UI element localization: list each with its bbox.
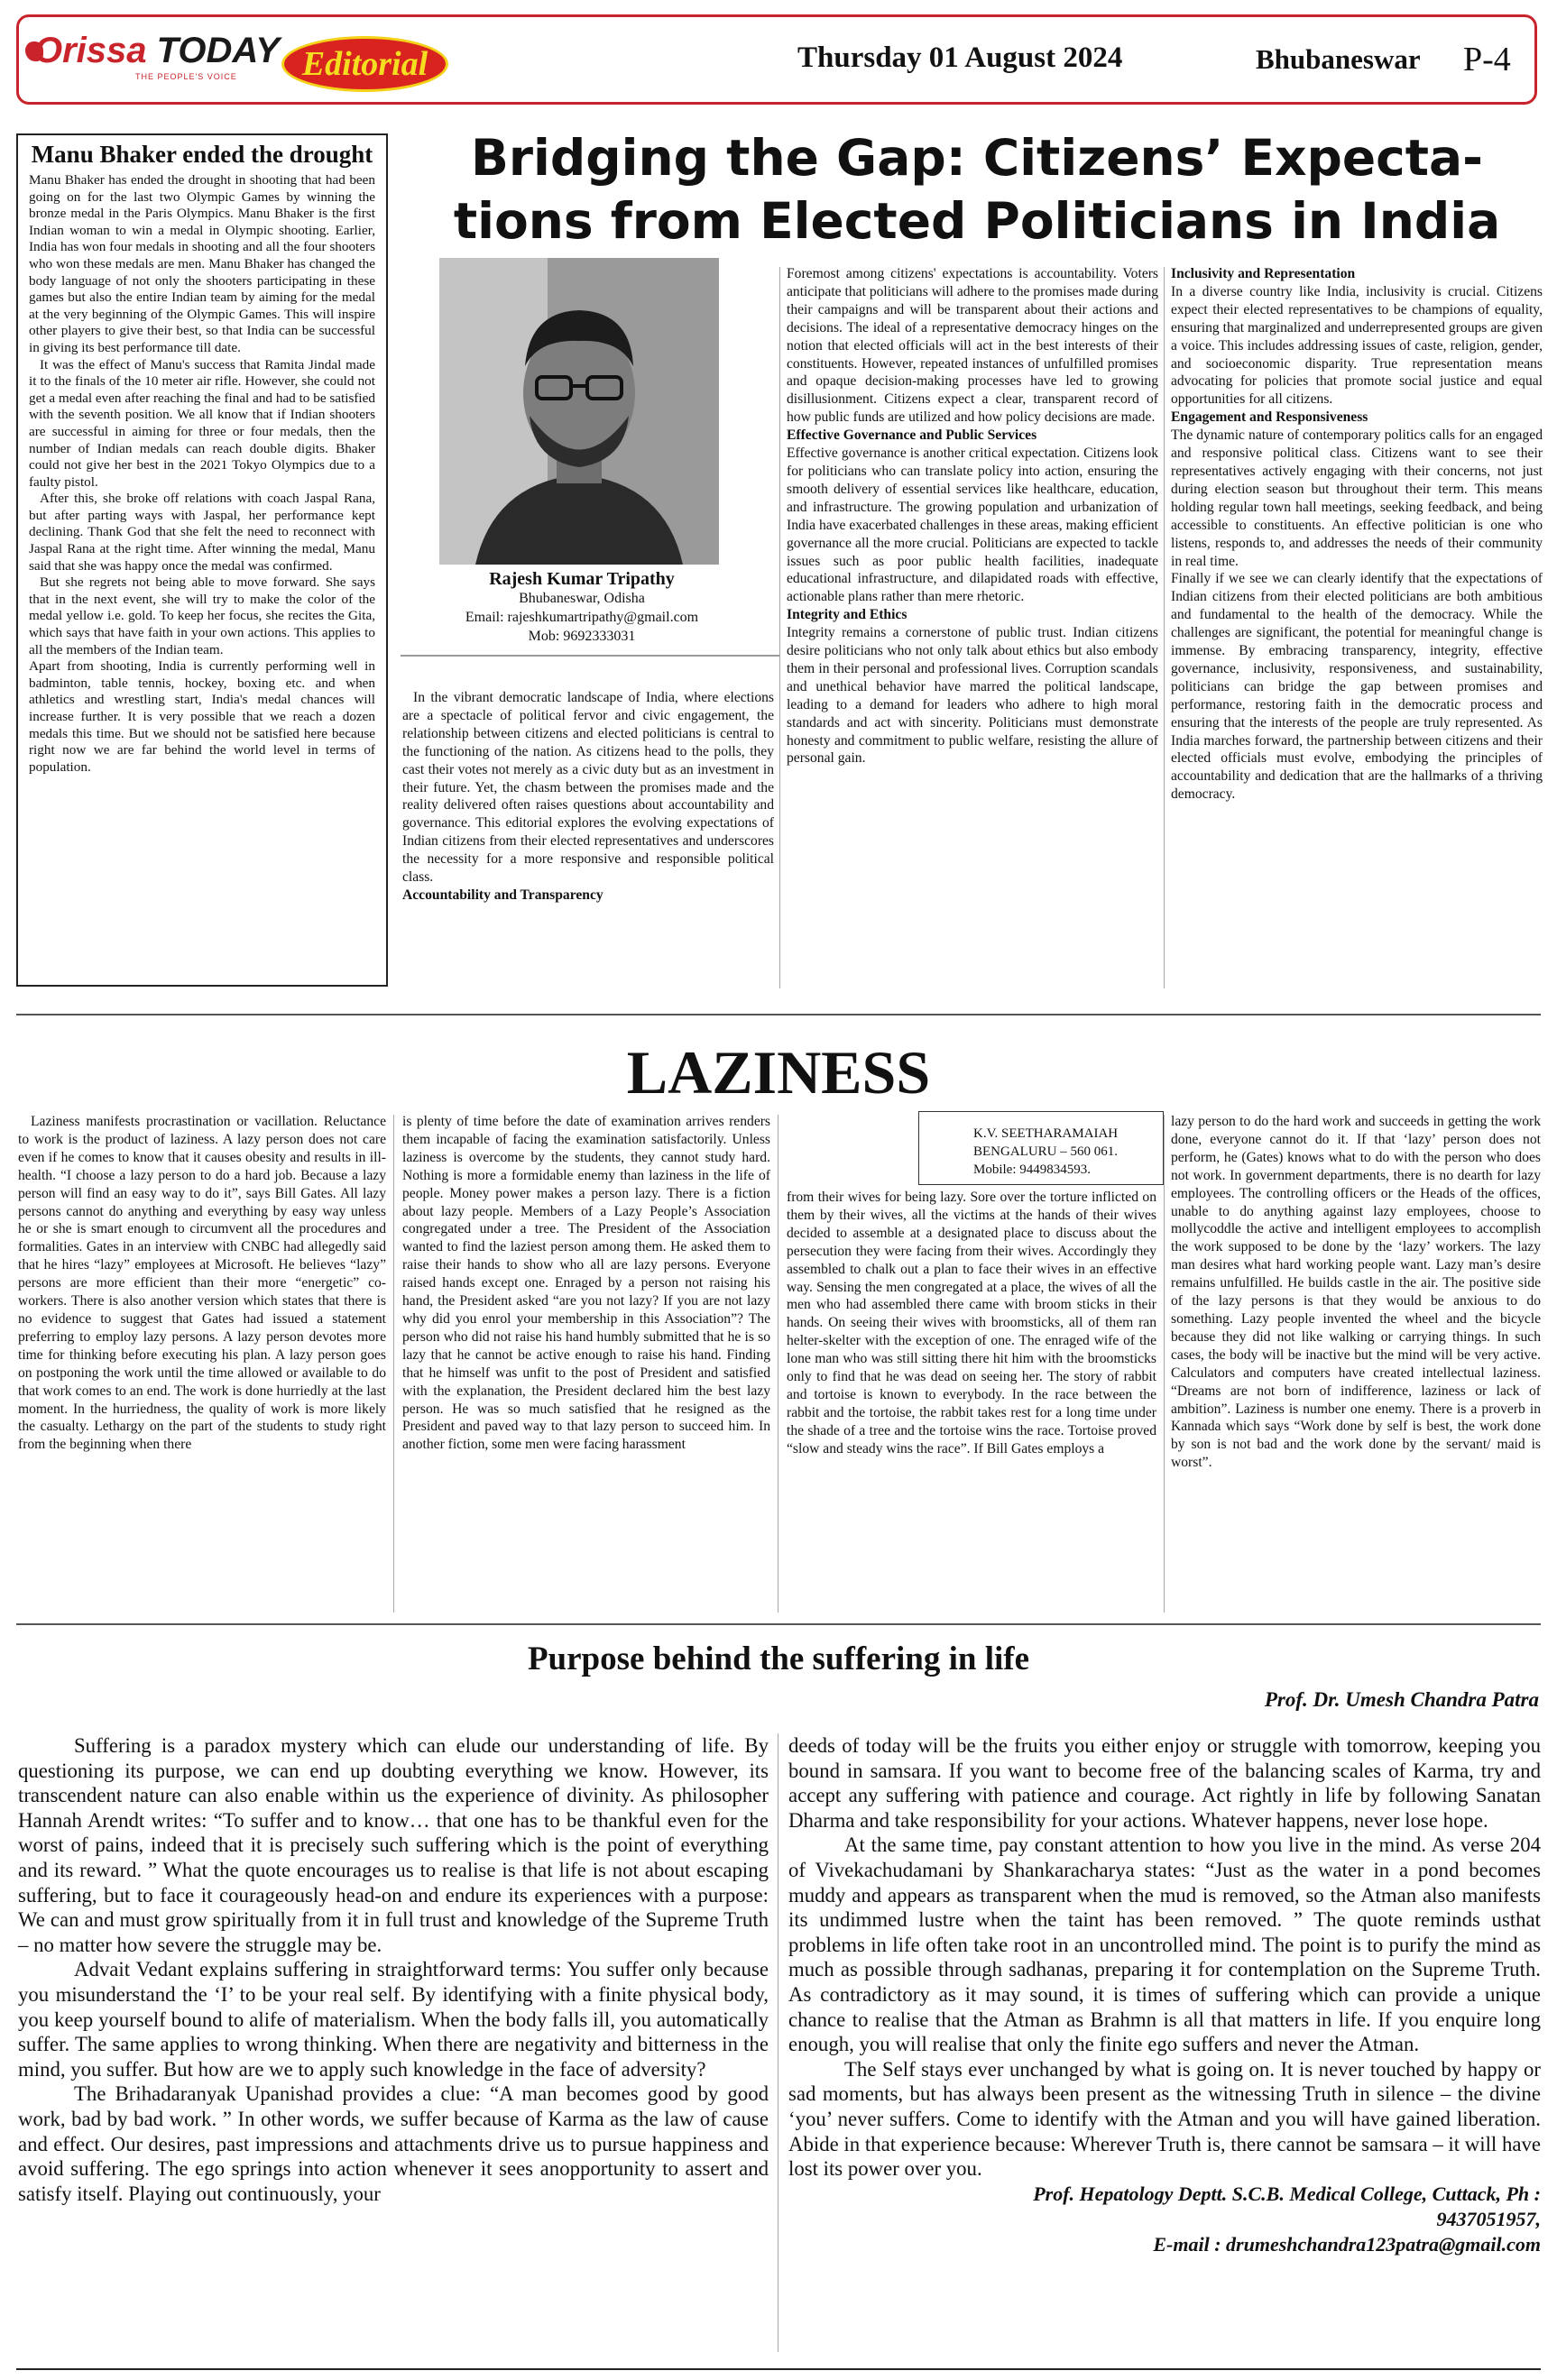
logo-tagline: THE PEOPLE'S VOICE	[135, 72, 237, 81]
laziness-author-box	[918, 1111, 1164, 1185]
purpose-paragraph: The Self stays ever unchanged by what is going on. It is never touched by happy or sad moments, but has always been present as the witnessing Truth in silence – the divine ‘you’ never suffers. Come to identify with the Atman and you will have gained liberation. Abide in that experience because: Wherever Truth is, there cannot be samsara – it will have lost its power over you.	[788, 2057, 1541, 2181]
sidebar-title: Manu Bhaker ended the drought	[31, 141, 373, 168]
laziness-headline: LAZINESS	[626, 1038, 931, 1107]
purpose-signature	[788, 2182, 1541, 2257]
logo-today: TODAY	[156, 31, 280, 70]
purpose-paragraph: At the same time, pay constant attention to how you live in the mind. As verse 204 of Vivekachudamani by Shankaracharya states: “Just as the water in a pond becomes muddy and appears as transparent when the mud is removed, so the Atman also manifests its undimmed lustre when the taint has been removed. ” The quote reminds usthat problems in life often take root in an uncontrolled mind. The point is to purify the mind as much as possible through sadhanas, preparing it for contemplation on the Supreme Truth. As contradictory as it may sound, it is times of suffering which can provide a unique chance to realise that the Atman as Brahmn is all that matters in life. If you enquire long enough, you will realise that only the finite ego suffers and never the Atman.	[788, 1833, 1541, 2056]
lead-subhead: Inclusivity and Representation	[1171, 266, 1356, 281]
lead-author-block	[401, 570, 762, 646]
purpose-paragraph: The Brihadaranyak Upanishad provides a clue: “A man becomes good by good work, bad by bad work. ” In other words, we suffer because of Karma as the law of cause and effect. Our desires, past impressions and attachments drive us to pursue happiness and avoid suffering. The ego springs into action whenever it sees anopportunity to assert and satisfy itself. Playing out continuously, your	[18, 2082, 769, 2205]
purpose-paragraph: Advait Vedant explains suffering in straightforward terms: You suffer only because you misunderstand the ‘I’ to be your real self. By identifying with a finite physical body, you keep yourself bound to alife of materialism. When the body falls ill, you automatically suffer. The same applies to wrong thinking. When there are negativity and bitterness in the mind, you suffer. But how are we to apply such knowledge in the face of adversity?	[18, 1958, 769, 2081]
issue-date: Thursday 01 August 2024	[797, 41, 1123, 74]
lead-paragraph: The dynamic nature of contemporary politics calls for an engaged and responsive political class. Citizens want to see their representatives actively engaging with their concerns, not just during election season but throughout their term. This means holding regular town hall meetings, seeking feedback, and being accessible to constituents. An effective politician is one who listens, responds to, and addresses the needs of their community in real time.	[1171, 427, 1543, 569]
laziness-column-3	[787, 1189, 1156, 1458]
newspaper-logo	[34, 31, 280, 71]
sidebar-article	[16, 133, 388, 987]
laziness-column-1	[18, 1113, 386, 1454]
laziness-paragraph: from their wives for being lazy. Sore over the torture inflicted on them by their wives, all the victims at the hands of their wives decided to assemble at a designated place to discuss about the persecution they were facing from their wives. Accordingly they assembled to chalk out a plan to face their wives in an effective way. Sensing the men congregated at a place, the wives of all the men who had assembled there came with broom sticks in their hands. On seeing their wives with broomsticks, all of them ran helter-skelter with the exception of one. The enraged wife of the lone man who was still sitting there hit him with the broomsticks only to find that he was dead on seeing her. The story of rabbit and tortoise is known to everybody. In the race between the rabbit and the tortoise, the rabbit takes rest for a long time under the shade of a tree and the tortoise wins the race. Tortoise proved “slow and steady wins the race”. If Bill Gates employs a	[787, 1190, 1156, 1456]
purpose-headline: Purpose behind the suffering in life	[527, 1640, 1030, 1677]
purpose-author: Prof. Dr. Umesh Chandra Patra	[1264, 1688, 1539, 1711]
purpose-paragraph: deeds of today will be the fruits you either enjoy or struggle with tomorrow, keeping you bound in samsara. If you want to become free of the balancing scales of Karma, try and accept any suffering with patience and courage. Act rightly in life by following Sanatan Dharma and take responsibility for your actions. Whatever happens, never lose hope.	[788, 1734, 1541, 1832]
purpose-column-right	[788, 1733, 1541, 2257]
laziness-author-city: BENGALURU – 560 061.	[973, 1144, 1118, 1159]
lead-paragraph: Integrity remains a cornerstone of public trust. Indian citizens desire politicians who not only talk about ethics but also embody them in their personal and professional lives. Corruption scandals and unethical behavior have marred the political landscape, leading to a demand for leaders who adhere to high moral standards and act with sincerity. Politicians must demonstrate honesty and commitment to public welfare, resisting the allure of personal gain.	[787, 625, 1158, 767]
page-number: P-4	[1463, 41, 1511, 78]
sidebar-paragraph: After this, she broke off relations with coach Jaspal Rana, but after parting ways with Jaspal, her performance kept declining. Thank God that she felt the need to reconnect with Jaspal Rana at the right time. After winning the medal, Manu said that she was happy once the medal was confirmed.	[29, 491, 375, 574]
laziness-paragraph: Laziness manifests procrastination or vacillation. Reluctance to work is the product of laziness. A lazy person does not care even if he comes to know that it causes obesity and results in ill-health. “I choose a lazy person to do a hard job. Because a lazy person will find an easy way to do it”, says Bill Gates. All lazy persons cannot do anything and everything by easy way unless he or she is smart enough to circumvent all the procedures and formalities. Gates in an interview with CNBC had allegedly said that he hires “lazy” employees at Microsoft. He believes “lazy” persons are more efficient than their more “energetic” co-workers. There is also another version which states that there is no evidence to suggest that Gates had issued a statement preferring to employ lazy persons. A lazy person devotes more time for thinking before executing his plan. A lazy person goes on postponing the work until the time allowed or available to do that work comes to an end. The work is done hurriedly at the last moment. In the hurriedness, the quality of work is more likely the casualty. Lethargy on the part of the students to study right from the beginning when there	[18, 1114, 386, 1453]
lead-headline: Bridging the Gap: Citizens’ Expecta-tions from Elected Politicians in India	[453, 129, 1501, 250]
sidebar-body	[29, 172, 375, 776]
lead-subhead: Engagement and Responsiveness	[1171, 409, 1368, 426]
lead-column-3	[1171, 265, 1543, 804]
section-badge: Editorial	[281, 36, 448, 92]
lead-author-name: Rajesh Kumar Tripathy	[489, 569, 675, 589]
section-divider	[16, 1014, 1541, 1015]
section-divider	[16, 1623, 1541, 1625]
column-divider	[393, 1115, 394, 1613]
lead-subhead: Integrity and Ethics	[787, 607, 907, 623]
page-bottom-rule	[16, 2368, 1541, 2370]
lead-subhead: Effective Governance and Public Services	[787, 427, 1037, 444]
lead-divider	[401, 655, 779, 657]
lead-column-1	[402, 689, 774, 905]
signature-affiliation: Prof. Hepatology Deptt. S.C.B. Medical College, Cuttack, Ph :	[1033, 2182, 1541, 2205]
laziness-paragraph: lazy person to do the hard work and succeeds in getting the work done, everyone cannot do it. If that ‘lazy’ person does not perform, he (Gates) knows what to do with the person who does not work. In government departments, there is no dearth for lazy employees. The controlling officers or the Heads of the offices, unable to do anything against lazy employees, choose to mollycoddle the active and intelligent employees to accomplish the work supposed to be done by the ‘lazy’ workers. The lazy man desires what hard working people want. Lazy man’s desire remains unfulfilled. He builds castle in the air. The positive side of the lazy persons is that they would be anxious to do something. Lazy people invented the wheel and the bicycle because they did not like walking or carrying things. In such cases, the body will be inactive but the mind will be very active. Calculators and computers have created intellectual laziness. “Dreams are not born of indifference, laziness or lack of ambition”. Laziness is number one enemy. There is a proverb in Kannada which says “Work done by self is best, the work done by son is not bad and the work done by the servant/ maid is worst”.	[1171, 1114, 1541, 1471]
sidebar-paragraph: But she regrets not being able to move forward. She says that in the next event, she will try to make the color of the medal yellow i.e. gold. To keep her focus, she recites the Gita, which says that have faith in your own actions. This applies to all the members of the Indian team.	[29, 574, 375, 657]
lead-paragraph: In a diverse country like India, inclusivity is crucial. Citizens expect their elected representatives to be champions of equality, ensuring that marginalized and underrepresented groups are given a voice. This includes addressing issues of caste, religion, gender, and socioeconomic disparity. True representation means advocating for policies that promote social justice and equal opportunities for all citizens.	[1171, 283, 1543, 408]
sidebar-paragraph: It was the effect of Manu's success that Ramita Jindal made it to the finals of the 10 meter air rifle. However, she could not get a medal even after reaching the final and had to be satisfied with the seventh position. We all know that if Indian shooters are successful in aiming for three or four medals, then the number of Indian medals can reach double digits. Bhaker could not give her best in the 2021 Tokyo Olympics due to a faulty pistol.	[29, 356, 375, 490]
signature-phone: 9437051957,	[1436, 2207, 1541, 2230]
laziness-author-mobile: Mobile: 9449834593.	[973, 1162, 1091, 1177]
issue-place: Bhubaneswar	[1256, 43, 1421, 75]
purpose-paragraph: Suffering is a paradox mystery which can elude our understanding of life. By questioning its purpose, we can end up doubting everything we know. However, its transcendent nature can also enable within us the experience of divinity. As philosopher Hannah Arendt writes: “To suffer and to know… that one has to be thankful even for the worst of pains, indeed that it is precisely such suffering which is the point of everything and its reward. ” What the quote encourages us to realise is that life is not about escaping suffering, but to face it courageously head-on and endure its experiences with a purpose: We can and must grow spiritually from it in full trust and knowledge of the Supreme Truth – no matter how severe the struggle may be.	[18, 1734, 769, 1956]
laziness-column-2	[402, 1113, 770, 1454]
column-divider	[1164, 267, 1165, 988]
lead-paragraph: Finally if we see we can clearly identify that the expectations of Indian citizens from their elected politicians are both ambitious and fundamental to the health of the democracy. While the challenges are significant, the potential for meaningful change is immense. By embracing transparency, integrity, effective governance, inclusivity, responsiveness, and sustainability, politicians can bridge the gap between promises and performance, restoring faith in the democratic process and ensuring that the interests of the people are truly represented. As India marches forward, the partnership between citizens and their elected officials must evolve, embodying the principles of accountability and dedication that are the hallmarks of a thriving democracy.	[1171, 571, 1543, 803]
lead-paragraph: Foremost among citizens' expectations is accountability. Voters anticipate that politicians will adhere to the promises made during their campaigns and will be transparent about their actions and decisions. The ideal of a representative democracy hinges on the notion that elected officials will act in the best interests of their constituents. However, repeated instances of unfulfilled promises and opaque decision-making processes have led to growing disillusionment. Citizens expect a clear, transparent record of how public funds are utilized and how policy decisions are made.	[787, 266, 1158, 426]
laziness-author-name: K.V. SEETHARAMAIAH	[973, 1126, 1119, 1141]
sidebar-paragraph: Manu Bhaker has ended the drought in shooting that had been going on for the last two Olympic Games by winning the bronze medal in the Paris Olympics. Manu Bhaker is the first Indian woman to win a medal in Olympic shooting. Earlier, India has won four medals in shooting and all the four shooters who won these medals are men. Manu Bhaker has changed the body language of not only the shooters participating in these games but also the entire Indian team by aiming for the medal at the very beginning of the Olympic Games. This will inspire other players to give their best, so that India can be successful in giving its best performance till date.	[29, 172, 375, 355]
lead-column-2	[787, 265, 1158, 767]
purpose-column-left	[18, 1733, 769, 2206]
column-divider	[779, 267, 780, 988]
column-divider	[1164, 1115, 1165, 1613]
laziness-paragraph: is plenty of time before the date of examination arrives renders them incapable of facing the examination satisfactorily. Unless laziness is overcome by the students, they cannot study hard. Nothing is more a formidable enemy than laziness in the life of people. Money power makes a person lazy. There is a fiction about lazy people. Members of a Lazy People’s Association congregated under a tree. The President of the Association wanted to find the laziest person among them. He asked them to raise their hands to show who all are lazy persons. Everyone raised hands except one. Enraged by a person not raising his hand, the President asked “are you not lazy? If you are not lazy why did you enrol your membership in this Association”? The person who did not raise his hand humbly submitted that he is so lazy that he cannot be active enough to raise his hand. Finding that he himself was unfit to the post of President and satisfied with the explanation, the President declared him the best lazy person. He was so much satisfied that he resigned as the President and paved way to that lazy person to succeed him. In another fiction, some men were facing harassment	[402, 1114, 770, 1453]
lead-author-place: Bhubaneswar, Odisha	[519, 591, 645, 606]
lead-intro: In the vibrant democratic landscape of India, where elections are a spectacle of political fervor and civic engagement, the relationship between citizens and elected politicians is central to the functioning of the nation. As citizens head to the polls, they cast their votes not merely as a civic duty but as an investment in their future. Yet, the chasm between the promises made and the reality delivered often raises questions about accountability and governance. This editorial explores the evolving expectations of Indian citizens from their elected representatives and underscores the necessity for a more responsive and responsible political class.	[402, 690, 774, 886]
lead-author-email: Email: rajeshkumartripathy@gmail.com	[465, 610, 699, 625]
lead-subhead: Accountability and Transparency	[402, 887, 603, 903]
lead-author-mobile: Mob: 9692333031	[528, 629, 636, 644]
logo-orissa: Orissa	[34, 31, 147, 70]
sidebar-paragraph: Apart from shooting, India is currently performing well in badminton, table tennis, hockey, boxing etc. and when athletics and wrestling start, India's medal chances will increase further. It is very possible that we reach a dozen medals this time. But we should not be satisfied here because right now we are far behind the world level in terms of population.	[29, 658, 375, 775]
author-photo	[439, 258, 719, 565]
laziness-column-4	[1171, 1113, 1541, 1472]
author-portrait-image	[439, 258, 719, 565]
lead-paragraph: Effective governance is another critical expectation. Citizens look for politicians who can translate policy into action, ensuring the smooth delivery of essential services like healthcare, education, and infrastructure. The growing population and urbanization of India have exacerbated challenges in these areas, making efficient governance all the more crucial. Politicians are expected to tackle issues such as poor public health facilities, inadequate educational infrastructure, and dilapidated roads with effective, actionable plans rather than mere rhetoric.	[787, 446, 1158, 605]
signature-email: E-mail : drumeshchandra123patra@gmail.com	[1153, 2232, 1541, 2256]
